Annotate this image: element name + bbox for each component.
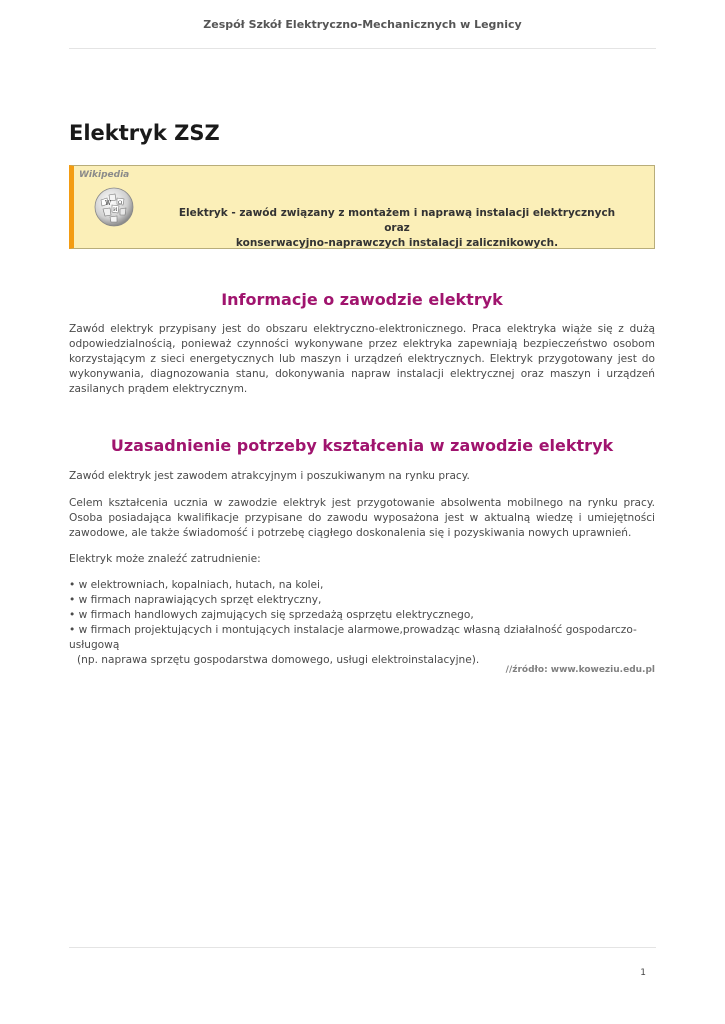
- wiki-source-label: Wikipedia: [79, 170, 130, 180]
- section-info-paragraph: Zawód elektryk przypisany jest do obszaru elektryczno-elektronicznego. Praca elektryka wiąże się z dużą odpowiedzialnością, ponieważ czynności wykonywane przez elektryka zapewniają bezpieczeństwo osobom korzystającym z sieci energetycznych lub maszyn i urządzeń elektrycznych. Elektryk przygotowany jest do wykonywania, diagnozowania stanu, dokonywania napraw instalacji elektrycznej oraz maszyn i urządzeń zasilanych prądem elektrycznym.: [69, 323, 655, 395]
- wiki-definition-line-1: Elektryk - zawód związany z montażem i naprawą instalacji elektrycznych oraz: [178, 207, 616, 234]
- section-heading-justification: Uzasadnienie potrzeby kształcenia w zawodzie elektryk: [110, 436, 614, 455]
- wiki-definition-line-2: konserwacyjno-naprawczych instalacji zalicznikowych.: [235, 237, 559, 249]
- list-item: • w firmach naprawiających sprzęt elektryczny,: [69, 594, 322, 606]
- justification-paragraph-1: Zawód elektryk jest zawodem atrakcyjnym i poszukiwanym na rynku pracy.: [69, 470, 470, 482]
- wiki-definition-text: [170, 206, 624, 251]
- page-header: Zespół Szkół Elektryczno-Mechanicznych w Legnicy: [69, 18, 656, 49]
- wikipedia-globe-icon: [93, 186, 135, 228]
- list-item: • w firmach handlowych zajmujących się sprzedażą osprzętu elektrycznego,: [69, 609, 474, 621]
- document-title: Elektryk ZSZ: [69, 121, 220, 145]
- svg-text:Ω: Ω: [118, 200, 123, 206]
- source-note: //źródło: www.koweziu.edu.pl: [505, 665, 655, 675]
- list-item: • w elektrowniach, kopalniach, hutach, na kolei,: [69, 579, 324, 591]
- employment-list: [69, 578, 655, 668]
- list-item: [69, 623, 655, 668]
- svg-text:W: W: [105, 200, 112, 207]
- justification-paragraph-2: Celem kształcenia ucznia w zawodzie elektryk jest przygotowanie absolwenta mobilnego na rynku pracy. Osoba posiadająca kwalifikacje przypisane do zawodu wyposażona jest w aktualną wiedzę i umiejętności zawodowe, ale także świadomość i potrzebę ciągłego doskonalenia się i pozyskiwania nowych uprawnień.: [69, 497, 655, 539]
- wikipedia-definition-box: [69, 165, 655, 249]
- section-heading-info: Informacje o zawodzie elektryk: [221, 290, 503, 309]
- list-item-text: • w firmach projektujących i montujących instalacje alarmowe,prowadząc własną działalność gospodarczo-usługową: [69, 624, 637, 651]
- footer-divider: [69, 947, 656, 948]
- svg-text:И: И: [113, 207, 118, 213]
- list-item-continuation: (np. naprawa sprzętu gospodarstwa domowego, usługi elektroinstalacyjne).: [77, 654, 480, 666]
- employment-intro: Elektryk może znaleźć zatrudnienie:: [69, 553, 261, 565]
- page-number: 1: [640, 968, 646, 978]
